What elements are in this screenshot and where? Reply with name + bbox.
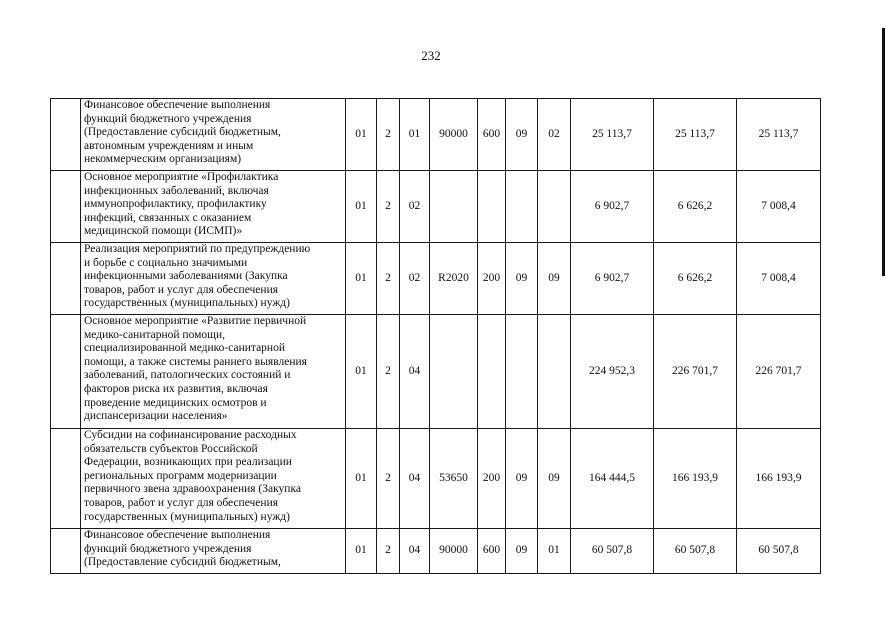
code-expense-type [478, 315, 506, 429]
table-row [51, 529, 821, 574]
row-index-cell [51, 99, 81, 171]
code-event: 01 [400, 99, 430, 171]
row-description: Основное мероприятие «Профилактика инфекционных заболеваний, включая иммунопрофилактику, профилактику инфекций, связанных с оказанием медицинской помощи (ИСМП)» [81, 171, 346, 243]
code-section [506, 171, 538, 243]
table-row [51, 429, 821, 529]
amount-year-2: 6 626,2 [654, 171, 737, 243]
scan-edge-bar [882, 28, 885, 276]
code-expense-type: 200 [478, 429, 506, 529]
amount-year-3: 7 008,4 [737, 171, 821, 243]
code-section: 09 [506, 99, 538, 171]
code-expense-type: 600 [478, 99, 506, 171]
code-subprogram: 2 [377, 171, 400, 243]
table-row [51, 243, 821, 315]
code-subprogram: 2 [377, 99, 400, 171]
amount-year-3: 226 701,7 [737, 315, 821, 429]
amount-year-2: 25 113,7 [654, 99, 737, 171]
code-subsection: 01 [538, 529, 571, 574]
amount-year-2: 166 193,9 [654, 429, 737, 529]
code-subsection [538, 171, 571, 243]
amount-year-1: 60 507,8 [571, 529, 654, 574]
row-description: Основное мероприятие «Развитие первичной медико-санитарной помощи, специализированной медико-санитарной помощи, а также системы раннего выявления заболеваний, патологических состояний и факторов риска их развития, включая проведение медицинских осмотров и диспансеризации населения» [81, 315, 346, 429]
row-index-cell [51, 171, 81, 243]
table-row [51, 171, 821, 243]
table-row [51, 99, 821, 171]
amount-year-2: 60 507,8 [654, 529, 737, 574]
amount-year-1: 6 902,7 [571, 171, 654, 243]
amount-year-2: 6 626,2 [654, 243, 737, 315]
code-subsection: 09 [538, 243, 571, 315]
code-subsection [538, 315, 571, 429]
amount-year-2: 226 701,7 [654, 315, 737, 429]
code-expense-type: 200 [478, 243, 506, 315]
code-direction: R2020 [430, 243, 478, 315]
code-program: 01 [346, 99, 377, 171]
amount-year-1: 25 113,7 [571, 99, 654, 171]
code-direction: 53650 [430, 429, 478, 529]
code-program: 01 [346, 315, 377, 429]
code-subprogram: 2 [377, 429, 400, 529]
amount-year-3: 25 113,7 [737, 99, 821, 171]
row-description: Финансовое обеспечение выполнения функций бюджетного учреждения (Предоставление субсидий бюджетным, автономным учреждениям и иным некоммерческим организациям) [81, 99, 346, 171]
code-event: 04 [400, 529, 430, 574]
code-event: 04 [400, 315, 430, 429]
row-description: Субсидии на софинансирование расходных обязательств субъектов Российской Федерации, возникающих при реализации региональных программ модернизации первичного звена здравоохранения (Закупка товаров, работ и услуг для обеспечения государственных (муниципальных) нужд) [81, 429, 346, 529]
code-expense-type: 600 [478, 529, 506, 574]
code-subsection: 09 [538, 429, 571, 529]
code-event: 04 [400, 429, 430, 529]
code-direction: 90000 [430, 99, 478, 171]
page-number: 232 [421, 48, 441, 63]
amount-year-1: 6 902,7 [571, 243, 654, 315]
code-subprogram: 2 [377, 315, 400, 429]
code-subsection: 02 [538, 99, 571, 171]
code-program: 01 [346, 429, 377, 529]
code-program: 01 [346, 529, 377, 574]
row-index-cell [51, 529, 81, 574]
code-program: 01 [346, 243, 377, 315]
code-section [506, 315, 538, 429]
code-program: 01 [346, 171, 377, 243]
row-description: Реализация мероприятий по предупреждению и борьбе с социально значимыми инфекционными заболеваниями (Закупка товаров, работ и услуг для обеспечения государственных (муниципальных) нужд) [81, 243, 346, 315]
table-row [51, 315, 821, 429]
amount-year-1: 224 952,3 [571, 315, 654, 429]
row-description: Финансовое обеспечение выполнения функций бюджетного учреждения (Предоставление субсидий бюджетным, [81, 529, 346, 574]
amount-year-3: 60 507,8 [737, 529, 821, 574]
code-direction: 90000 [430, 529, 478, 574]
row-index-cell [51, 429, 81, 529]
amount-year-3: 166 193,9 [737, 429, 821, 529]
code-subprogram: 2 [377, 243, 400, 315]
code-section: 09 [506, 243, 538, 315]
code-expense-type [478, 171, 506, 243]
code-subprogram: 2 [377, 529, 400, 574]
code-direction [430, 315, 478, 429]
code-direction [430, 171, 478, 243]
code-event: 02 [400, 171, 430, 243]
code-event: 02 [400, 243, 430, 315]
row-index-cell [51, 315, 81, 429]
code-section: 09 [506, 429, 538, 529]
amount-year-1: 164 444,5 [571, 429, 654, 529]
row-index-cell [51, 243, 81, 315]
amount-year-3: 7 008,4 [737, 243, 821, 315]
budget-table [50, 98, 821, 574]
code-section: 09 [506, 529, 538, 574]
